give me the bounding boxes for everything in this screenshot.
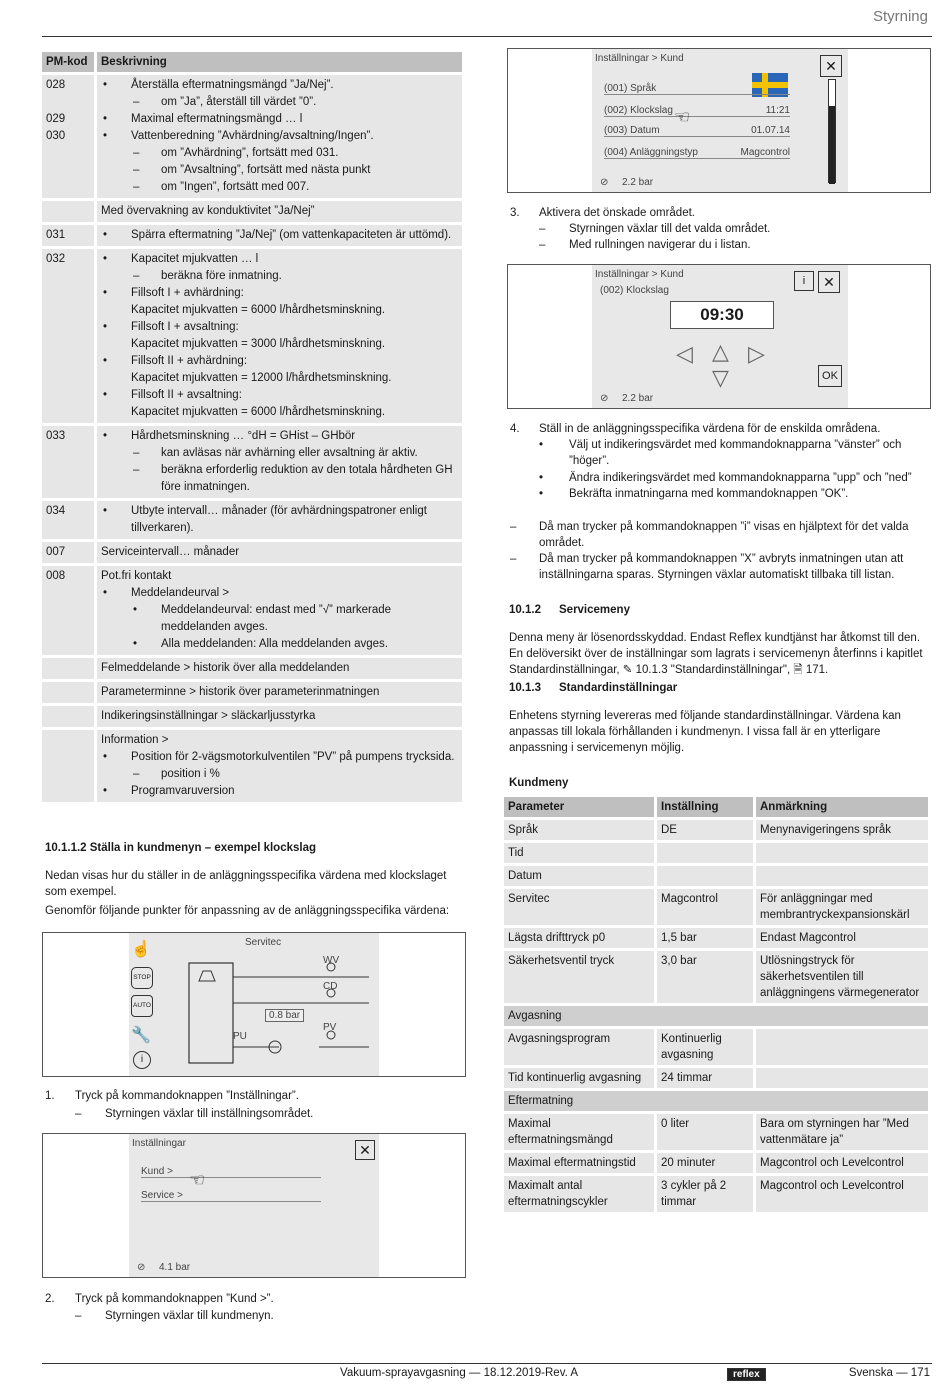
step-1-sub: Styrningen växlar till inställningsområdet. bbox=[105, 1108, 314, 1120]
step-4-bullet-3: Bekräfta inmatningarna med kommandoknappen ”OK”. bbox=[569, 488, 849, 500]
table-row: Avgasningsprogram Kontinuerlig avgasning bbox=[504, 1029, 928, 1065]
table-row: Med övervakning av konduktivitet ”Ja/Nej” bbox=[42, 201, 462, 222]
servitec-display bbox=[129, 933, 379, 1076]
pm-header-desc: Beskrivning bbox=[97, 52, 462, 72]
table-row: 028 029 030 • Återställa eftermatningsmängd ”Ja/Nej”. – om ”Ja”, återställ till värdet ”0”. • Maximal eftermatningsmängd … l • Vattenberedning ”Avhärdning/avsaltning/Ingen”. – om ”Avhärdning”, fortsätt med 031. – om ”Avsaltning”, fortsätt med nästa punkt – om ”Ingen”, fortsätt med 007. bbox=[42, 75, 462, 198]
table-section-row: Avgasning bbox=[504, 1006, 928, 1026]
note-info-button: Då man trycker på kommandoknappen ”i” visas en hjälptext för det valda området. bbox=[539, 521, 909, 549]
edit-subtitle: (002) Klockslag bbox=[600, 285, 669, 296]
time-value-field[interactable]: 09:30 bbox=[670, 301, 774, 329]
step-2-dash: – bbox=[75, 1310, 82, 1322]
step-2-text: Tryck på kommandoknappen ”Kund >”. bbox=[75, 1293, 274, 1305]
table-row: Indikeringsinställningar > släckarljusstyrka bbox=[42, 706, 462, 727]
table-section-row: Eftermatning bbox=[504, 1091, 928, 1111]
table-row: 031 • Spärra eftermatning ”Ja/Nej” (om vattenkapaciteten är uttömd). bbox=[42, 225, 462, 246]
table-row: Felmeddelande > historik över alla meddelanden bbox=[42, 658, 462, 679]
list-item-klockslag[interactable]: (002) Klockslag 11:21 bbox=[604, 105, 790, 116]
close-icon[interactable]: ✕ bbox=[355, 1140, 375, 1160]
pressure-readout: 2.2 bar bbox=[622, 177, 654, 188]
klockslag-display bbox=[592, 265, 848, 408]
table-row: Maximal eftermatningsmängd 0 liter Bara om styrningen har ”Med vattenmätare ja” bbox=[504, 1114, 928, 1150]
step-3-dash-1: – bbox=[539, 223, 546, 235]
table-row: Information > • Position för 2-vägsmotorkulventilen ”PV” på pumpens trycksida. – position i % • Programvaruversion bbox=[42, 730, 462, 802]
col-header-parameter: Parameter bbox=[504, 797, 654, 817]
auto-button[interactable]: AUTO bbox=[131, 995, 153, 1017]
table-row: Servitec Magcontrol För anläggningar med membrantryckexpansionskärl bbox=[504, 889, 928, 925]
table-row: 032 • Kapacitet mjukvatten … l – beräkna före inmatning. • Fillsoft I + avhärdning: Kapacitet mjukvatten = 6000 l/hårdhetsminskning. • Fillsoft I + avsaltning: Kapacitet mjukvatten = 3000 l/hårdhetsminskning. • Fillsoft II + avhärdning: Kapacitet mjukvatten = 12000 l/hårdhetsminskning. • Fillsoft II + avsaltning: Kapacitet mjukvatten = 6000 l/hårdhetsminskning. bbox=[42, 249, 462, 423]
step-1-number: 1. bbox=[45, 1090, 55, 1102]
table-row: Maximalt antal eftermatningscykler 3 cykler på 2 timmar Magcontrol och Levelcontrol bbox=[504, 1176, 928, 1212]
pointing-hand-icon: ☜ bbox=[189, 1170, 206, 1190]
heading-standardinstallningar: Standardinställningar bbox=[559, 682, 678, 694]
table-row: Tid bbox=[504, 843, 928, 863]
info-button[interactable]: i bbox=[794, 271, 814, 291]
scrollbar[interactable] bbox=[828, 79, 836, 183]
table-row: Säkerhetsventil tryck 3,0 bar Utlösningstryck för säkerhetsventilen till anläggningens värmegenerator bbox=[504, 951, 928, 1003]
list-item-sprak[interactable]: (001) Språk bbox=[604, 83, 790, 95]
pu-label: PU bbox=[233, 1031, 247, 1042]
hand-icon[interactable]: ☝ bbox=[131, 941, 151, 958]
intro-paragraph: Nedan visas hur du ställer in de anläggningsspecifika värdena med klockslaget som exempel. bbox=[45, 870, 447, 898]
default-settings-table bbox=[501, 794, 931, 1215]
kundmeny-heading: Kundmeny bbox=[509, 777, 569, 789]
step-3-text: Aktivera det önskade området. bbox=[539, 207, 695, 219]
servitec-title: Servitec bbox=[245, 937, 282, 948]
heading-servicemeny-number: 10.1.2 bbox=[509, 604, 541, 616]
gauge-icon: ⊘ bbox=[600, 393, 609, 404]
pointing-hand-icon: ☜ bbox=[674, 107, 691, 127]
footer-page-number: Svenska — 171 bbox=[848, 1367, 930, 1379]
gauge-icon: ⊘ bbox=[600, 177, 609, 188]
table-row: Språk DE Menynavigeringens språk bbox=[504, 820, 928, 840]
wv-label: WV bbox=[323, 955, 340, 966]
gauge-icon: ⊘ bbox=[137, 1262, 146, 1273]
pm-header-code: PM-kod bbox=[42, 52, 94, 72]
figure-servitec-screen bbox=[42, 932, 466, 1077]
cd-label: CD bbox=[323, 981, 338, 992]
footer-rule bbox=[42, 1363, 932, 1364]
settings-wrench-icon[interactable]: 🔧 bbox=[131, 1027, 151, 1044]
figure-klockslag-edit-screen bbox=[507, 264, 931, 409]
figure-installningar-screen bbox=[42, 1133, 466, 1278]
step-4-bullet-1: Välj ut indikeringsvärdet med kommandoknapparna ”vänster” och ”höger”. bbox=[569, 439, 902, 467]
stop-button[interactable]: STOP bbox=[131, 967, 153, 989]
instruction-paragraph: Genomför följande punkter för anpassning av de anläggningsspecifika värdena: bbox=[45, 905, 450, 917]
pressure-readout: 2.2 bar bbox=[622, 393, 654, 404]
pressure-readout: 4.1 bar bbox=[159, 1262, 191, 1273]
reflex-logo: reflex bbox=[727, 1368, 766, 1381]
table-row: 008 Pot.fri kontakt • Meddelandeurval > • Meddelandeurval: endast med ”√” markerade meddelanden avges. • Alla meddelanden: Alla meddelanden avges. bbox=[42, 566, 462, 655]
step-4-number: 4. bbox=[510, 423, 520, 435]
note-close-button: Då man trycker på kommandoknappen ”X” avbryts inmatningen utan att inställningarna sparas. Styrningen växlar automatiskt tillbaka till listan. bbox=[539, 553, 904, 581]
menu-item-kund[interactable]: Kund > bbox=[141, 1166, 321, 1178]
down-arrow-button[interactable]: ▽ bbox=[712, 365, 729, 390]
step-3-number: 3. bbox=[510, 207, 520, 219]
list-item-anlaggningstyp[interactable]: (004) Anläggningstyp Magcontrol bbox=[604, 147, 790, 158]
step-4-bullet-2: Ändra indikeringsvärdet med kommandoknapparna ”upp” och ”ned” bbox=[569, 472, 912, 484]
servicemeny-paragraph: Denna meny är lösenordsskyddad. Endast Reflex kundtjänst har åtkomst till den. En delöversikt över de inställningar som lagrats i servicemenyn återfinns i kapitlet Standardinställningar, ✎ 10.1.3 "Standardinställningar", 🗎 171. bbox=[509, 632, 923, 676]
pv-label: PV bbox=[323, 1022, 337, 1033]
heading-standard-number: 10.1.3 bbox=[509, 682, 541, 694]
close-icon[interactable]: ✕ bbox=[820, 55, 842, 77]
col-header-anmarkning: Anmärkning bbox=[756, 797, 928, 817]
step-1-dash: – bbox=[75, 1108, 82, 1120]
step-2-sub: Styrningen växlar till kundmenyn. bbox=[105, 1310, 274, 1322]
kund-list-display bbox=[592, 49, 848, 192]
installningar-title: Inställningar bbox=[132, 1138, 186, 1149]
step-3-sub-2: Med rullningen navigerar du i listan. bbox=[569, 239, 751, 251]
pressure-readout: 0.8 bar bbox=[265, 1009, 304, 1022]
ok-button[interactable]: OK bbox=[818, 365, 842, 387]
section-heading-kundmeny-example: 10.1.1.2 Ställa in kundmenyn – exempel klockslag bbox=[45, 842, 317, 854]
table-row: 007 Serviceintervall… månader bbox=[42, 542, 462, 563]
list-item-datum[interactable]: (003) Datum 01.07.14 bbox=[604, 125, 790, 136]
heading-servicemeny: Servicemeny bbox=[559, 604, 630, 616]
header-rule bbox=[42, 36, 932, 37]
step-3-dash-2: – bbox=[539, 239, 546, 251]
table-row: Lägsta drifttryck p0 1,5 bar Endast Magcontrol bbox=[504, 928, 928, 948]
footer-document-title: Vakuum-sprayavgasning — 18.12.2019-Rev. A bbox=[340, 1367, 579, 1379]
kund-title: Inställningar > Kund bbox=[595, 53, 684, 64]
table-row: 034 • Utbyte intervall… månader (för avhärdningspatroner enligt tillverkaren). bbox=[42, 501, 462, 539]
installningar-display bbox=[129, 1134, 379, 1277]
figure-kund-list-screen bbox=[507, 48, 931, 193]
right-arrow-button[interactable]: ▷ bbox=[748, 341, 765, 366]
page-header-title: Styrning bbox=[872, 8, 928, 25]
close-icon[interactable]: ✕ bbox=[818, 271, 840, 293]
table-row: 033 • Hårdhetsminskning … °dH = GHist – GHbör – kan avläsas när avhärning eller avsaltning är aktiv. – beräkna erforderlig reduktion av den totala hårdheten GH före inmatningen. bbox=[42, 426, 462, 498]
up-arrow-button[interactable]: △ bbox=[712, 339, 729, 364]
step-4-text: Ställ in de anläggningsspecifika värdena för de enskilda områdena. bbox=[539, 423, 881, 435]
table-row: Maximal eftermatningstid 20 minuter Magcontrol och Levelcontrol bbox=[504, 1153, 928, 1173]
info-icon[interactable]: i bbox=[133, 1051, 151, 1069]
pm-code-table bbox=[39, 49, 465, 805]
left-arrow-button[interactable]: ◁ bbox=[676, 341, 693, 366]
col-header-installning: Inställning bbox=[657, 797, 753, 817]
standard-paragraph: Enhetens styrning levereras med följande standardinställningar. Värdena kan anpassas till lokala förhållanden i kundmenyn. I vissa fall är en ytterligare anpassning i servicemenyn möjlig. bbox=[509, 710, 901, 754]
table-row: Tid kontinuerlig avgasning 24 timmar bbox=[504, 1068, 928, 1088]
step-3-sub-1: Styrningen växlar till det valda området. bbox=[569, 223, 771, 235]
step-1-text: Tryck på kommandoknappen ”Inställningar”. bbox=[75, 1090, 299, 1102]
table-row: Parameterminne > historik över parameterinmatningen bbox=[42, 682, 462, 703]
step-2-number: 2. bbox=[45, 1293, 55, 1305]
table-row: Datum bbox=[504, 866, 928, 886]
menu-item-service[interactable]: Service > bbox=[141, 1190, 321, 1202]
edit-title: Inställningar > Kund bbox=[595, 269, 684, 280]
